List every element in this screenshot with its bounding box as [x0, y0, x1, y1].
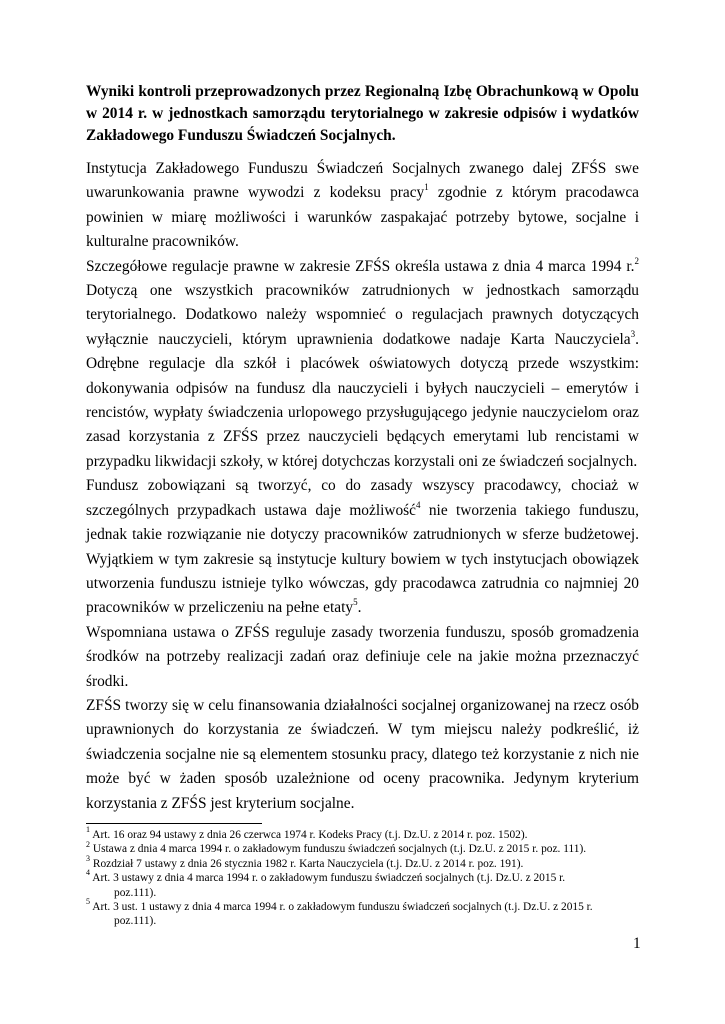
footnote-number: 2: [86, 839, 90, 849]
footnote-number: 4: [86, 868, 90, 878]
footnote-2: [86, 839, 639, 856]
document-title: Wyniki kontroli przeprowadzonych przez Regionalną Izbę Obrachunkową w Opolu w 2014 r. w jednostkach samorządu terytorialnego w zakresie odpisów i wydatków Zakładowego Funduszu Świadczeń Socjalnych.: [86, 83, 639, 144]
footnote-ref-4: 4: [416, 499, 421, 510]
footnote-text: Art. 3 ust. 1 ustawy z dnia 4 marca 1994 r. o zakładowym funduszu świadczeń socjalnych (t.j. Dz.U. z 2015 r.: [90, 901, 593, 914]
footnote-ref-3: 3: [630, 328, 636, 339]
page-number: 1: [633, 935, 641, 952]
footnote-number: 1: [86, 825, 90, 835]
footnote-4: [86, 868, 639, 900]
paragraph-1-text-a: Instytucja Zakładowego Funduszu Świadczeń Socjalnych zwanego dalej ZFŚS swe uwarunkowania prawne wywodzi z kodeksu pracy: [86, 160, 639, 202]
paragraph-2-text-b: Dotyczą one wszystkich pracowników zatrudnionych w jednostkach samorządu terytorialnego. Dodatkowo należy wspomnieć o regulacjach prawnych dotyczących wyłącznie nauczycieli, którym uprawnienia dodatkowe nadaje Karta Nauczyciela: [86, 282, 639, 348]
footnotes: [86, 825, 639, 929]
footnote-text: Art. 16 oraz 94 ustawy z dnia 26 czerwca 1974 r. Kodeks Pracy (t.j. Dz.U. z 2014 r. poz. 1502).: [90, 829, 528, 841]
paragraph-4: Wspomniana ustawa o ZFŚS reguluje zasady tworzenia funduszu, sposób gromadzenia środków na potrzeby realizacji zadań oraz definiuje cele na jakie można przeznaczyć środki.: [86, 623, 639, 690]
footnote-separator: [86, 823, 262, 824]
footnote-ref-2: 2: [634, 255, 639, 266]
footnote-ref-5: 5: [353, 597, 358, 608]
paragraph-5: ZFŚS tworzy się w celu finansowania działalności socjalnej organizowanej na rzecz osób uprawnionych do korzystania ze świadczeń. W tym miejscu należy podkreślić, iż świadczenia socjalne nie są elementem stosunku pracy, dlatego też korzystanie z nich nie może być w żaden sposób uzależnione od oceny pracownika. Jedynym kryterium korzystania z ZFŚS jest kryterium socjalne.: [86, 696, 639, 812]
footnote-1: [86, 825, 639, 842]
document-body: [86, 157, 639, 816]
paragraph-2: [86, 255, 639, 475]
footnote-number: 5: [86, 897, 90, 907]
footnote-text-continued: poz.111).: [114, 915, 157, 928]
paragraph-1-text-b: zgodnie z którym pracodawca powinien w miarę możliwości i warunków zaspakajać potrzeby bytowe, socjalne i kulturalne pracowników.: [86, 184, 639, 251]
footnote-text: Ustawa z dnia 4 marca 1994 r. o zakładowym funduszu świadczeń socjalnych (t.j. Dz.U. z 2015 r. poz. 111).: [90, 843, 587, 856]
paragraph-3-text-b: nie tworzenia takiego funduszu, jednak takie rozwiązanie nie dotyczy pracowników zatrudnionych w sferze budżetowej. Wyjątkiem w tym zakresie są instytucje kultury bowiem w tych instytucjach obowiązek utworzenia funduszu istnieje tylko wówczas, gdy pracodawca zatrudnia co najmniej 20 pracowników w przeliczeniu na pełne etaty: [86, 501, 639, 617]
footnote-ref-1: 1: [424, 182, 429, 193]
paragraph-3: [86, 474, 639, 620]
footnote-5: [86, 897, 639, 929]
footnote-text-continued: poz.111).: [114, 886, 157, 899]
paragraph-2-text-a: Szczegółowe regulacje prawne w zakresie ZFŚS określa ustawa z dnia 4 marca 1994 r.: [86, 257, 635, 275]
footnote-text: Rozdział 7 ustawy z dnia 26 stycznia 1982 r. Karta Nauczyciela (t.j. Dz.U. z 2014 r. poz. 191).: [90, 857, 524, 870]
paragraph-1: [86, 157, 639, 255]
footnote-3: [86, 854, 639, 871]
footnote-text: Art. 3 ustawy z dnia 4 marca 1994 r. o zakładowym funduszu świadczeń socjalnych (t.j. Dz.U. z 2015 r.: [90, 872, 566, 885]
footnote-number: 3: [86, 854, 90, 864]
paragraph-3-text-c: .: [357, 599, 362, 617]
paragraph-3-text-a: Fundusz zobowiązani są tworzyć, co do zasady wszyscy pracodawcy, chociaż w szczególnych przypadkach ustawa daje możliwość: [86, 477, 639, 519]
paragraph-2-text-c: . Odrębne regulacje dla szkół i placówek oświatowych dotyczą przede wszystkim: dokonywania odpisów na fundusz dla nauczycieli i byłych nauczycieli – emerytów i rencistów, wypłaty świadczenia urlopowego przysługującego jedynie nauczycielom oraz zasad korzystania z ZFŚS przez nauczycieli będących emerytami lub rencistami w przypadku likwidacji szkoły, w której dotychczas korzystali oni ze świadczeń socjalnych.: [86, 330, 639, 470]
